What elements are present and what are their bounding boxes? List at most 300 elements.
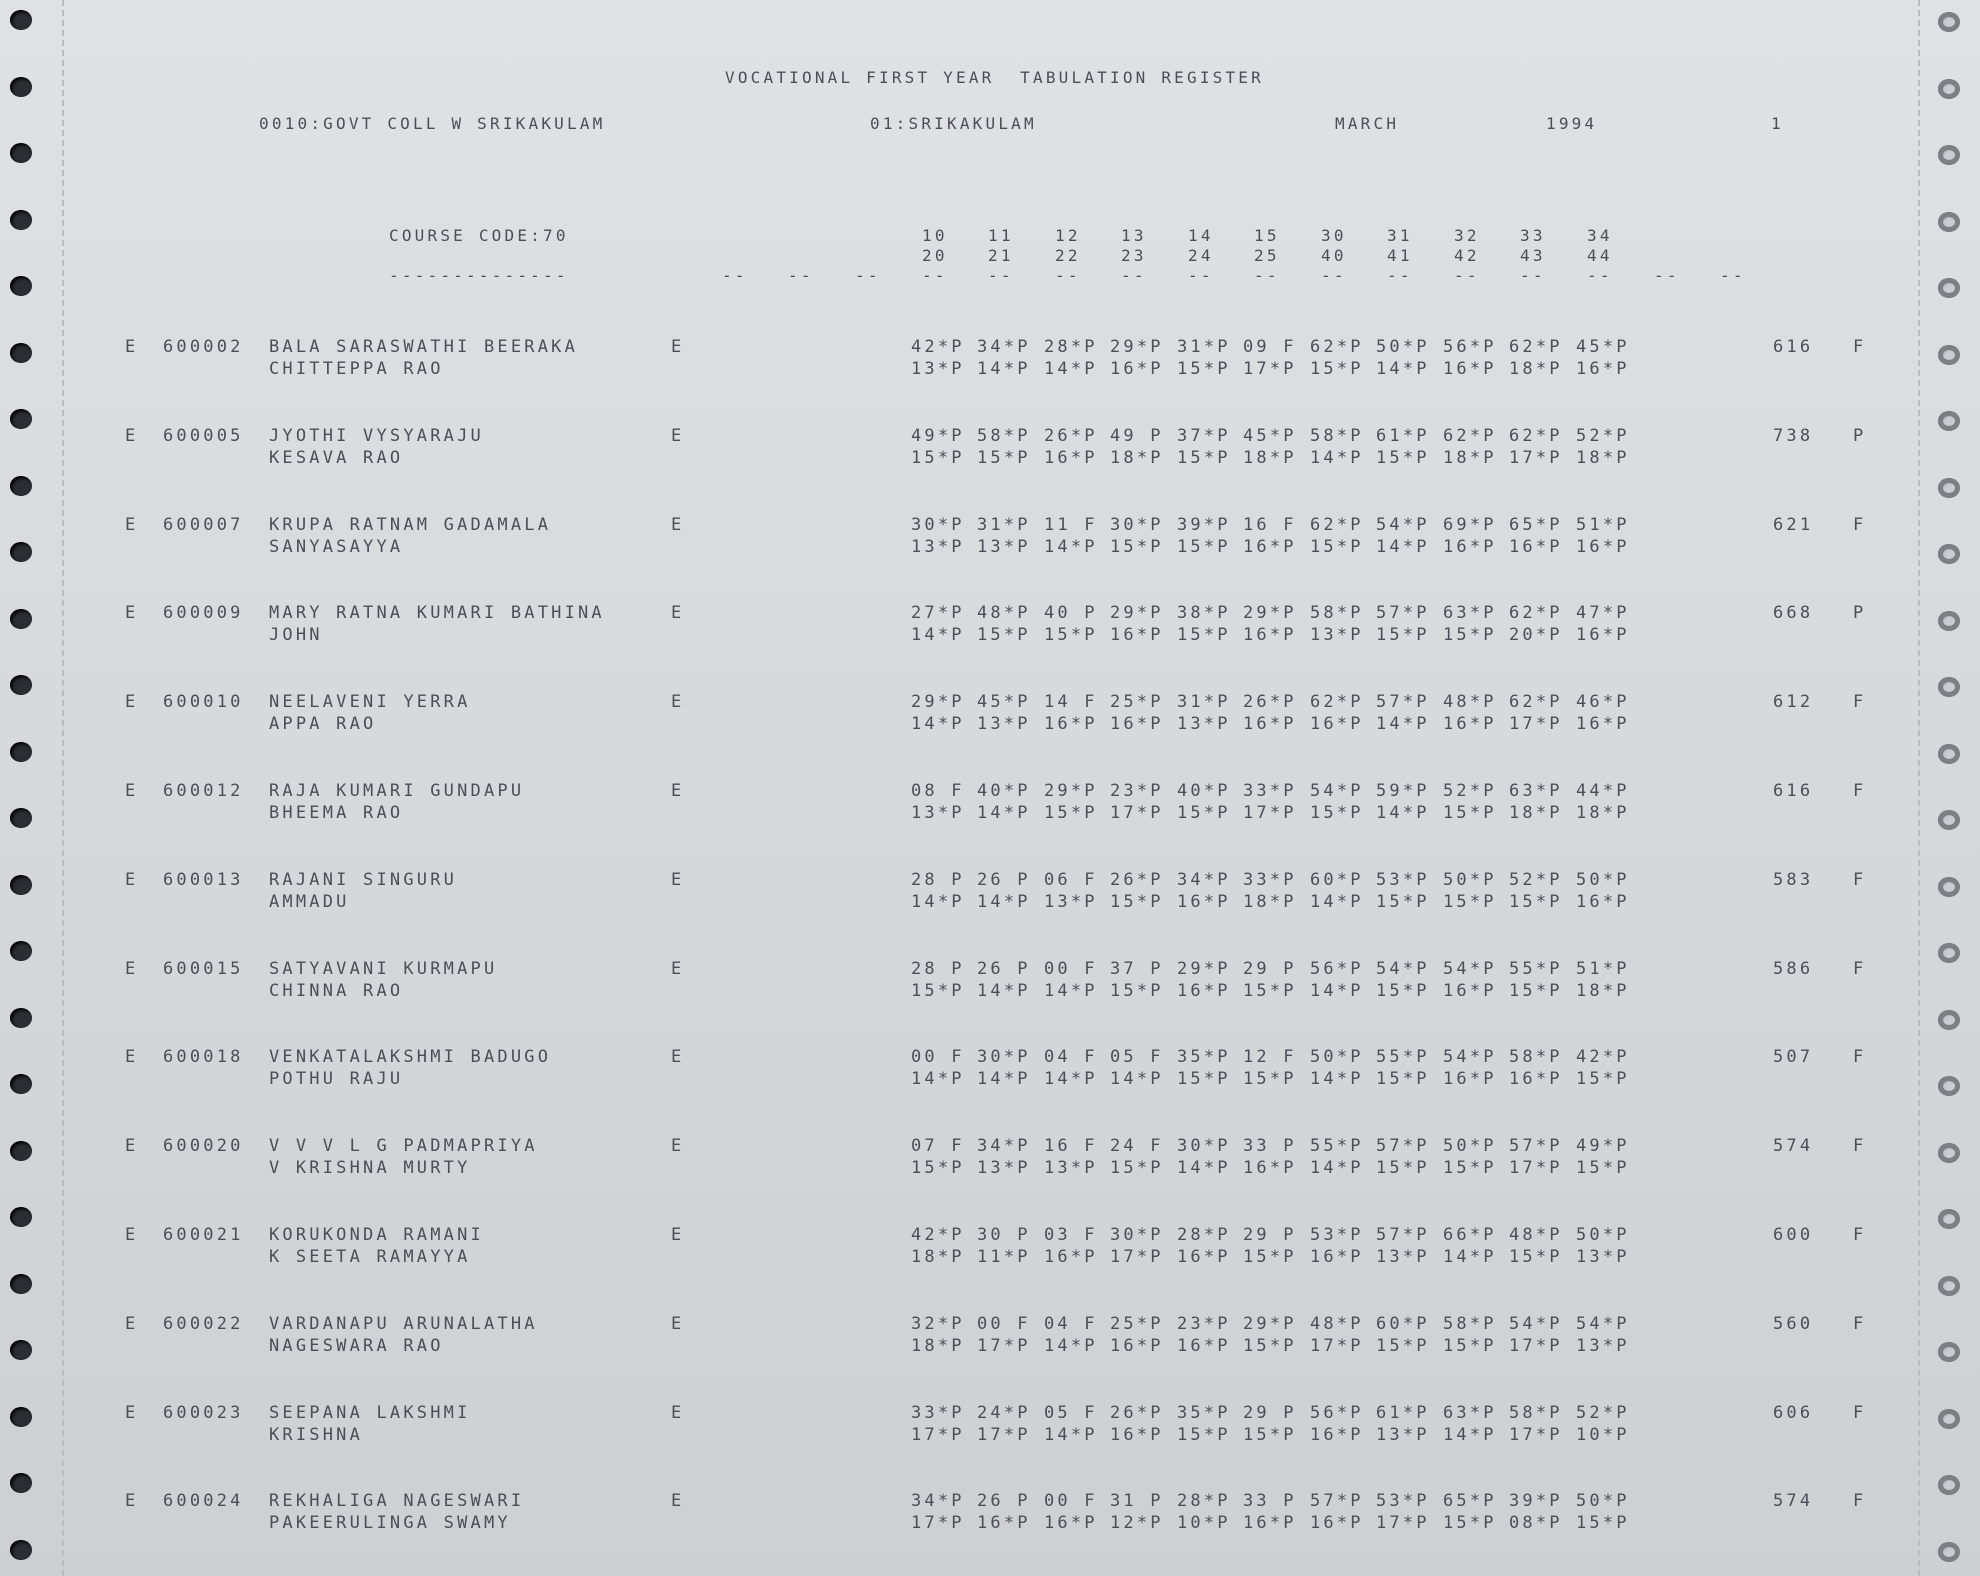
mark-cell: 14*P [911,714,965,734]
father-name: APPA RAO [269,714,377,734]
feed-hole [1938,611,1960,631]
father-name: PAKEERULINGA SWAMY [269,1513,511,1533]
feed-hole [1938,411,1960,431]
mark-cell: 07 F [911,1136,965,1156]
mark-cell: 48*P [1443,692,1497,712]
mark-cell: 62*P [1310,337,1364,357]
status-flag: E [125,426,139,446]
result-code: F [1853,1491,1867,1511]
roll-number: 600024 [163,1491,244,1511]
mark-cell: 50*P [1576,870,1630,890]
mark-cell: 18*P [1443,448,1497,468]
mark-cell: 54*P [1576,1314,1630,1334]
mark-cell: 61*P [1376,1403,1430,1423]
mark-cell: 15*P [1044,803,1098,823]
mark-cell: 50*P [1443,870,1497,890]
status-flag: E [125,781,139,801]
mark-cell: 26*P [1044,426,1098,446]
medium-code: E [671,603,685,623]
mark-cell: 52*P [1576,426,1630,446]
mark-cell: 09 F [1243,337,1297,357]
student-name: V V V L G PADMAPRIYA [269,1136,538,1156]
column-dash: -- [1254,266,1280,285]
mark-cell: 18*P [1576,981,1630,1001]
mark-cell: 62*P [1509,426,1563,446]
mark-cell: 06 F [1044,870,1098,890]
father-name: JOHN [269,625,323,645]
mark-cell: 15*P [911,981,965,1001]
mark-cell: 58*P [1509,1047,1563,1067]
grand-total: 621 [1773,515,1814,535]
mark-cell: 28*P [1044,337,1098,357]
feed-hole [10,409,32,429]
mark-cell: 37*P [1177,426,1231,446]
status-flag: E [125,1047,139,1067]
roll-number: 600010 [163,692,244,712]
mark-cell: 59*P [1376,781,1430,801]
mark-cell: 14*P [1376,537,1430,557]
feed-hole [1938,1076,1960,1096]
mark-cell: 54*P [1310,781,1364,801]
mark-cell: 18*P [1509,803,1563,823]
mark-cell: 16*P [1576,537,1630,557]
mark-cell: 15*P [1576,1069,1630,1089]
mark-cell: 16*P [1509,537,1563,557]
mark-cell: 17*P [1110,803,1164,823]
mark-cell: 34*P [1177,870,1231,890]
mark-cell: 17*P [1243,803,1297,823]
mark-cell: 62*P [1509,692,1563,712]
mark-cell: 18*P [1576,803,1630,823]
mark-cell: 31*P [977,515,1031,535]
grand-total: 574 [1773,1136,1814,1156]
mark-cell: 55*P [1376,1047,1430,1067]
mark-cell: 14 F [1044,692,1098,712]
mark-cell: 49 P [1110,426,1164,446]
mark-cell: 66*P [1443,1225,1497,1245]
column-dash: -- [1121,266,1147,285]
mark-cell: 14*P [1310,1158,1364,1178]
grand-total: 616 [1773,337,1814,357]
mark-cell: 13*P [977,714,1031,734]
mark-cell: 18*P [1509,359,1563,379]
mark-cell: 49*P [911,426,965,446]
mark-cell: 13*P [1044,892,1098,912]
feed-hole [10,1074,32,1094]
mark-cell: 40*P [977,781,1031,801]
feed-hole [1938,1475,1960,1495]
mark-cell: 14*P [1044,537,1098,557]
student-name: JYOTHI VYSYARAJU [269,426,484,446]
mark-cell: 53*P [1376,1491,1430,1511]
mark-cell: 18*P [911,1336,965,1356]
mark-cell: 57*P [1310,1491,1364,1511]
mark-cell: 14*P [977,1069,1031,1089]
mark-cell: 58*P [1509,1403,1563,1423]
mark-cell: 15*P [1177,537,1231,557]
column-dash: -- [788,266,814,285]
mark-cell: 54*P [1443,959,1497,979]
mark-cell: 13*P [1177,714,1231,734]
mark-cell: 60*P [1376,1314,1430,1334]
column-dash: -- [1188,266,1214,285]
status-flag: E [125,337,139,357]
roll-number: 600021 [163,1225,244,1245]
grand-total: 738 [1773,426,1814,446]
mark-cell: 16*P [1310,1513,1364,1533]
feed-hole [10,210,32,230]
mark-cell: 14*P [1044,1425,1098,1445]
feed-hole [1938,744,1960,764]
mark-cell: 28 P [911,870,965,890]
medium-code: E [671,870,685,890]
student-name: REKHALIGA NAGESWARI [269,1491,525,1511]
feed-hole [10,675,32,695]
mark-cell: 30*P [1110,1225,1164,1245]
mark-cell: 28 P [911,959,965,979]
mark-cell: 56*P [1310,959,1364,979]
mark-cell: 29*P [1044,781,1098,801]
mark-cell: 31 P [1110,1491,1164,1511]
mark-cell: 62*P [1509,337,1563,357]
mark-cell: 45*P [1243,426,1297,446]
mark-cell: 13*P [977,1158,1031,1178]
mark-cell: 15*P [1576,1513,1630,1533]
mark-cell: 14*P [1177,1158,1231,1178]
mark-cell: 57*P [1376,692,1430,712]
mark-cell: 26 P [977,870,1031,890]
subject-code: 20 [922,246,948,265]
mark-cell: 17*P [911,1513,965,1533]
mark-cell: 15*P [1376,1158,1430,1178]
mark-cell: 30*P [911,515,965,535]
college-name: 0010:GOVT COLL W SRIKAKULAM [259,114,606,133]
mark-cell: 16*P [1576,359,1630,379]
mark-cell: 53*P [1376,870,1430,890]
mark-cell: 50*P [1576,1491,1630,1511]
right-tractor-feed-holes [1938,0,1978,1576]
subject-code: 32 [1454,226,1480,245]
mark-cell: 16*P [1509,1069,1563,1089]
mark-cell: 15*P [1310,359,1364,379]
mark-cell: 15*P [1376,448,1430,468]
mark-cell: 14*P [977,981,1031,1001]
mark-cell: 48*P [977,603,1031,623]
mark-cell: 16*P [1044,1247,1098,1267]
feed-hole [1938,1143,1960,1163]
student-name: SEEPANA LAKSHMI [269,1403,471,1423]
mark-cell: 16*P [1576,714,1630,734]
medium-code: E [671,515,685,535]
mark-cell: 17*P [1509,448,1563,468]
mark-cell: 39*P [1509,1491,1563,1511]
mark-cell: 35*P [1177,1403,1231,1423]
subject-code: 33 [1520,226,1546,245]
student-name: SATYAVANI KURMAPU [269,959,498,979]
mark-cell: 13*P [1044,1158,1098,1178]
mark-cell: 48*P [1310,1314,1364,1334]
result-code: F [1853,1314,1867,1334]
mark-cell: 15*P [1177,1425,1231,1445]
subject-code: 24 [1188,246,1214,265]
mark-cell: 15*P [1110,1158,1164,1178]
mark-cell: 50*P [1443,1136,1497,1156]
father-name: POTHU RAJU [269,1069,404,1089]
mark-cell: 55*P [1310,1136,1364,1156]
mark-cell: 29*P [1243,603,1297,623]
mark-cell: 10*P [1576,1425,1630,1445]
father-name: CHITTEPPA RAO [269,359,444,379]
mark-cell: 14*P [911,625,965,645]
result-code: F [1853,781,1867,801]
mark-cell: 57*P [1509,1136,1563,1156]
subject-code: 40 [1321,246,1347,265]
feed-hole [1938,1342,1960,1362]
mark-cell: 14*P [1310,892,1364,912]
subject-code: 43 [1520,246,1546,265]
mark-cell: 34*P [977,337,1031,357]
feed-hole [10,1540,32,1560]
father-name: AMMADU [269,892,350,912]
mark-cell: 29*P [1243,1314,1297,1334]
grand-total: 606 [1773,1403,1814,1423]
mark-cell: 15*P [1376,1069,1430,1089]
student-name: VARDANAPU ARUNALATHA [269,1314,538,1334]
status-flag: E [125,603,139,623]
mark-cell: 13*P [977,537,1031,557]
mark-cell: 30*P [1177,1136,1231,1156]
grand-total: 668 [1773,603,1814,623]
mark-cell: 16*P [1110,714,1164,734]
feed-hole [1938,278,1960,298]
mark-cell: 60*P [1310,870,1364,890]
mark-cell: 26*P [1243,692,1297,712]
mark-cell: 17*P [1509,1336,1563,1356]
mark-cell: 16*P [1110,1425,1164,1445]
mark-cell: 53*P [1310,1225,1364,1245]
feed-hole [1938,345,1960,365]
student-name: BALA SARASWATHI BEERAKA [269,337,579,357]
subject-code: 23 [1121,246,1147,265]
mark-cell: 58*P [1310,603,1364,623]
roll-number: 600002 [163,337,244,357]
mark-cell: 00 F [977,1314,1031,1334]
feed-hole [10,343,32,363]
roll-number: 600022 [163,1314,244,1334]
mark-cell: 15*P [977,448,1031,468]
mark-cell: 42*P [911,1225,965,1245]
mark-cell: 13*P [1376,1425,1430,1445]
mark-cell: 25*P [1110,1314,1164,1334]
mark-cell: 15*P [1110,981,1164,1001]
mark-cell: 12 F [1243,1047,1297,1067]
mark-cell: 29*P [1110,603,1164,623]
mark-cell: 15*P [1177,625,1231,645]
mark-cell: 45*P [1576,337,1630,357]
subject-code: 12 [1055,226,1081,245]
medium-code: E [671,1136,685,1156]
mark-cell: 32*P [911,1314,965,1334]
mark-cell: 65*P [1443,1491,1497,1511]
grand-total: 616 [1773,781,1814,801]
mark-cell: 26*P [1110,870,1164,890]
mark-cell: 15*P [1243,981,1297,1001]
status-flag: E [125,959,139,979]
feed-hole [10,1207,32,1227]
mark-cell: 15*P [1110,892,1164,912]
mark-cell: 15*P [1443,1336,1497,1356]
column-dash: -- [1654,266,1680,285]
result-code: F [1853,515,1867,535]
feed-hole [1938,1209,1960,1229]
mark-cell: 54*P [1443,1047,1497,1067]
mark-cell: 10*P [1177,1513,1231,1533]
mark-cell: 37 P [1110,959,1164,979]
mark-cell: 50*P [1576,1225,1630,1245]
status-flag: E [125,1225,139,1245]
mark-cell: 63*P [1443,1403,1497,1423]
subject-code: 11 [988,226,1014,245]
father-name: BHEEMA RAO [269,803,404,823]
mark-cell: 16*P [1243,537,1297,557]
mark-cell: 29*P [1110,337,1164,357]
column-dash: -- [988,266,1014,285]
feed-hole [10,609,32,629]
mark-cell: 29 P [1243,1403,1297,1423]
roll-number: 600009 [163,603,244,623]
grand-total: 560 [1773,1314,1814,1334]
mark-cell: 04 F [1044,1047,1098,1067]
student-name: KRUPA RATNAM GADAMALA [269,515,552,535]
mark-cell: 00 F [911,1047,965,1067]
mark-cell: 57*P [1376,1136,1430,1156]
mark-cell: 17*P [1243,359,1297,379]
mark-cell: 58*P [1310,426,1364,446]
roll-number: 600007 [163,515,244,535]
medium-code: E [671,337,685,357]
result-code: F [1853,1403,1867,1423]
mark-cell: 16 F [1044,1136,1098,1156]
feed-hole [10,10,32,30]
course-code-underline: -------------- [389,266,569,285]
grand-total: 600 [1773,1225,1814,1245]
mark-cell: 14*P [977,359,1031,379]
mark-cell: 16*P [1443,981,1497,1001]
mark-cell: 65*P [1509,515,1563,535]
mark-cell: 27*P [911,603,965,623]
feed-hole [1938,544,1960,564]
mark-cell: 31*P [1177,337,1231,357]
mark-cell: 15*P [1576,1158,1630,1178]
mark-cell: 16*P [1044,1513,1098,1533]
mark-cell: 12*P [1110,1513,1164,1533]
father-name: V KRISHNA MURTY [269,1158,471,1178]
mark-cell: 04 F [1044,1314,1098,1334]
roll-number: 600018 [163,1047,244,1067]
mark-cell: 47*P [1576,603,1630,623]
mark-cell: 40*P [1177,781,1231,801]
mark-cell: 33 P [1243,1491,1297,1511]
left-tractor-feed-holes [10,0,50,1576]
medium-code: E [671,1403,685,1423]
mark-cell: 42*P [1576,1047,1630,1067]
mark-cell: 16*P [1177,981,1231,1001]
mark-cell: 18*P [1243,892,1297,912]
roll-number: 600013 [163,870,244,890]
feed-hole [10,276,32,296]
mark-cell: 50*P [1376,337,1430,357]
subject-code: 15 [1254,226,1280,245]
mark-cell: 61*P [1376,426,1430,446]
status-flag: E [125,1403,139,1423]
mark-cell: 13*P [911,359,965,379]
feed-hole [10,77,32,97]
mark-cell: 17*P [1110,1247,1164,1267]
feed-hole [1938,943,1960,963]
column-dash: -- [722,266,748,285]
mark-cell: 52*P [1443,781,1497,801]
mark-cell: 15*P [1243,1069,1297,1089]
mark-cell: 16*P [1443,714,1497,734]
mark-cell: 52*P [1576,1403,1630,1423]
feed-hole [10,476,32,496]
mark-cell: 54*P [1509,1314,1563,1334]
roll-number: 600005 [163,426,244,446]
mark-cell: 18*P [1243,448,1297,468]
mark-cell: 20*P [1509,625,1563,645]
medium-code: E [671,426,685,446]
subject-code: 14 [1188,226,1214,245]
mark-cell: 39*P [1177,515,1231,535]
mark-cell: 33 P [1243,1136,1297,1156]
mark-cell: 14*P [977,892,1031,912]
feed-hole [1938,1542,1960,1562]
result-code: F [1853,692,1867,712]
mark-cell: 17*P [1376,1513,1430,1533]
mark-cell: 17*P [977,1425,1031,1445]
mark-cell: 17*P [977,1336,1031,1356]
subject-code: 31 [1387,226,1413,245]
mark-cell: 13*P [1576,1247,1630,1267]
mark-cell: 16*P [1243,714,1297,734]
mark-cell: 15*P [977,625,1031,645]
exam-year: 1994 [1546,114,1598,133]
mark-cell: 15*P [1110,537,1164,557]
mark-cell: 15*P [1243,1247,1297,1267]
feed-hole [10,542,32,562]
mark-cell: 52*P [1509,870,1563,890]
mark-cell: 29*P [1177,959,1231,979]
feed-hole [1938,79,1960,99]
mark-cell: 29 P [1243,1225,1297,1245]
mark-cell: 16*P [1243,1513,1297,1533]
mark-cell: 30*P [977,1047,1031,1067]
mark-cell: 16*P [1310,1425,1364,1445]
mark-cell: 23*P [1110,781,1164,801]
grand-total: 583 [1773,870,1814,890]
mark-cell: 35*P [1177,1047,1231,1067]
status-flag: E [125,1314,139,1334]
mark-cell: 14*P [1110,1069,1164,1089]
mark-cell: 17*P [1509,1425,1563,1445]
mark-cell: 15*P [1243,1336,1297,1356]
column-dash: -- [1055,266,1081,285]
subject-code: 13 [1121,226,1147,245]
left-perforation [62,0,64,1576]
mark-cell: 15*P [1509,1247,1563,1267]
mark-cell: 15*P [1376,1336,1430,1356]
mark-cell: 15*P [1376,892,1430,912]
